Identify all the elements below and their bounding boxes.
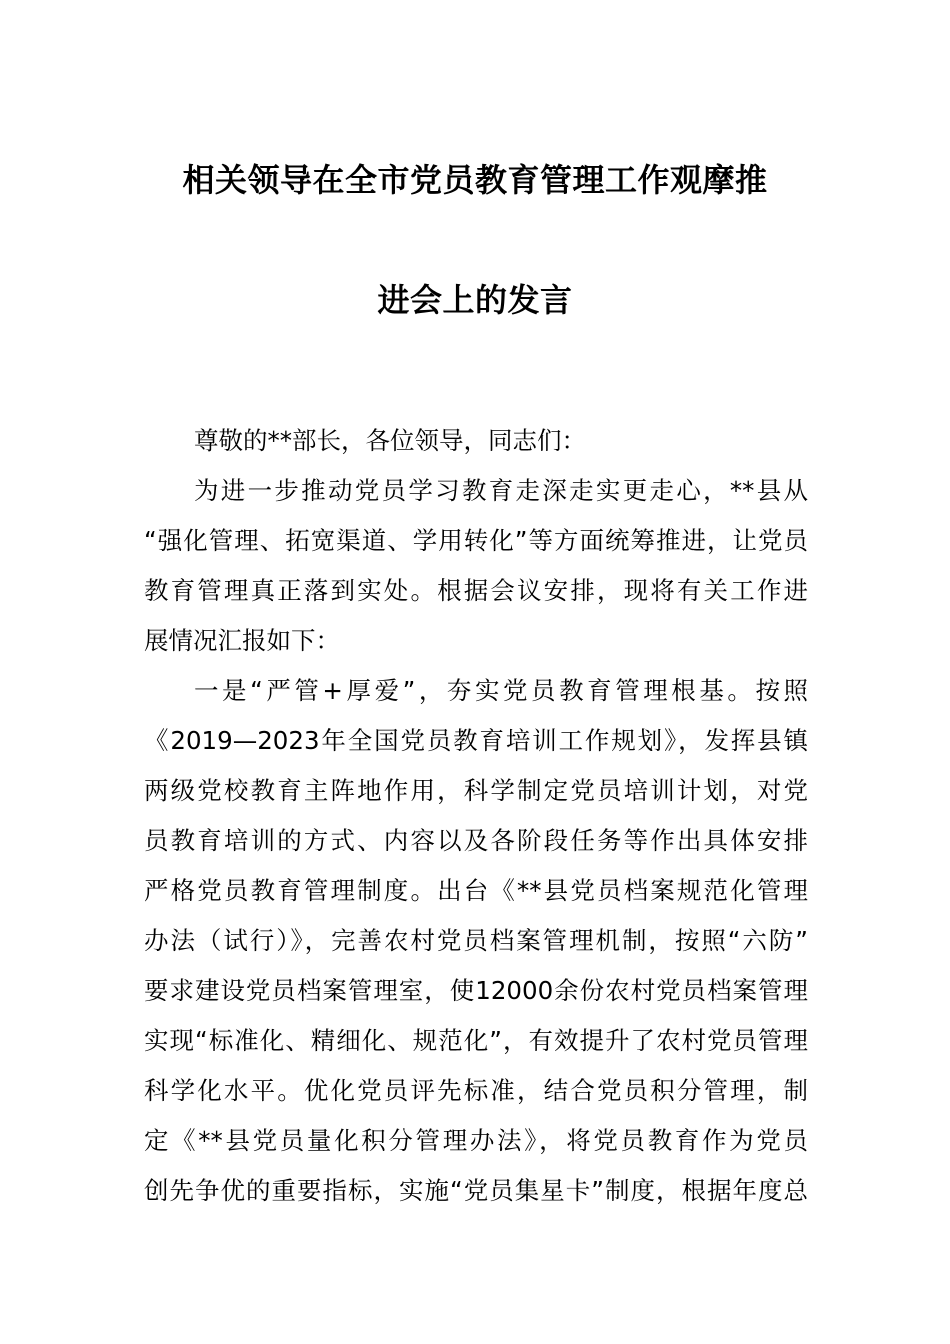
body-line: 严格党员教育管理制度。出台《**县党员档案规范化管理 [144, 876, 808, 905]
body-line: 定《**县党员量化积分管理办法》，将党员教育作为党员 [144, 1126, 808, 1155]
document-title-line-2: 进会上的发言 [377, 281, 573, 319]
document-body [144, 416, 808, 1216]
body-line: “强化管理、拓宽渠道、学用转化”等方面统筹推进，让党员 [144, 526, 808, 555]
body-line: 科学化水平。优化党员评先标准，结合党员积分管理，制 [144, 1076, 808, 1105]
body-line: 为进一步推动党员学习教育走深走实更走心，**县从 [194, 476, 808, 505]
body-line: 两级党校教育主阵地作用，科学制定党员培训计划，对党 [144, 776, 808, 805]
document-title-line-1: 相关领导在全市党员教育管理工作观摩推 [182, 161, 768, 199]
body-line: 教育管理真正落到实处。根据会议安排，现将有关工作进 [144, 576, 808, 605]
body-line: 办法（试行）》，完善农村党员档案管理机制，按照“六防” [144, 926, 808, 955]
body-line: 展情况汇报如下： [144, 626, 340, 655]
body-line: 尊敬的**部长，各位领导，同志们： [194, 426, 586, 455]
body-line: 一是“严管+厚爱”，夯实党员教育管理根基。按照 [194, 676, 808, 705]
body-line: 要求建设党员档案管理室，使12000余份农村党员档案管理 [144, 976, 808, 1005]
body-line: 《2019—2023年全国党员教育培训工作规划》，发挥县镇 [144, 726, 808, 755]
body-line: 创先争优的重要指标，实施“党员集星卡”制度，根据年度总 [144, 1176, 808, 1205]
body-line: 实现“标准化、精细化、规范化”，有效提升了农村党员管理 [144, 1026, 808, 1055]
body-line: 员教育培训的方式、内容以及各阶段任务等作出具体安排 [144, 826, 808, 855]
